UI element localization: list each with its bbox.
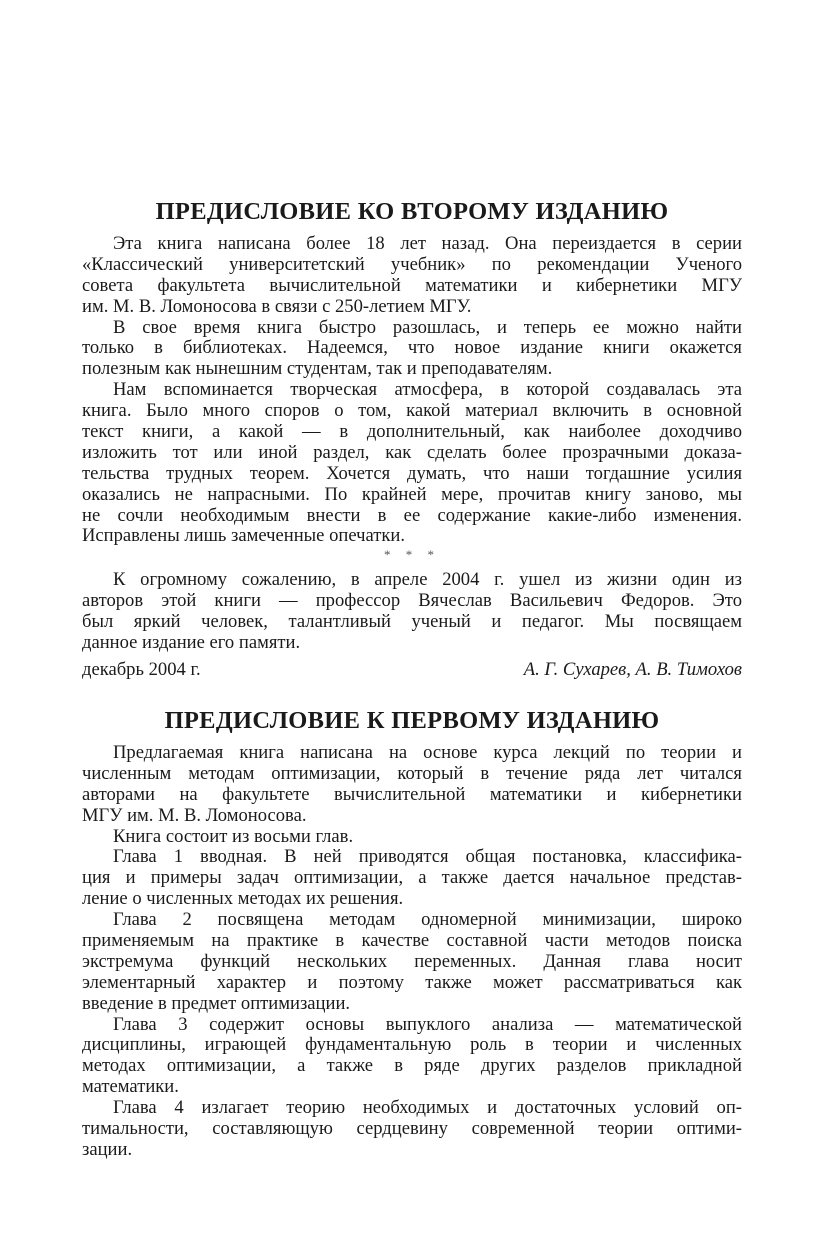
- text-line: не сочли необходимым внести в ее содержание какие-либо изменения.: [82, 504, 742, 526]
- paragraph: [82, 570, 742, 654]
- signature-authors: А. Г. Сухарев, А. В. Тимохов: [523, 659, 742, 680]
- text-line: Глава 4 излагает теорию необходимых и достаточных условий оп-: [113, 1097, 742, 1119]
- text-line: методах оптимизации, а также в ряде других разделов прикладной: [82, 1055, 742, 1077]
- paragraph: [82, 847, 742, 910]
- text-line: экстремума функций нескольких переменных. Данная глава носит: [82, 950, 742, 972]
- text-line: В свое время книга быстро разошлась, и теперь ее можно найти: [113, 316, 742, 338]
- text-line: К огромному сожалению, в апреле 2004 г. ушел из жизни один из: [113, 569, 742, 590]
- text-line: «Классический университетский учебник» по рекомендации Ученого: [82, 253, 742, 275]
- text-line: математики.: [82, 1076, 179, 1098]
- paragraph: [82, 380, 742, 547]
- text-line: совета факультета вычислительной математики и кибернетики МГУ: [82, 274, 742, 296]
- second-edition-body: [82, 234, 742, 547]
- text-line: тельства трудных теорем. Хочется думать, что наши тогдашние усилия: [82, 462, 742, 484]
- text-line: данное издание его памяти.: [82, 631, 301, 653]
- text-line: полезным как нынешним студентам, так и преподавателям.: [82, 358, 553, 380]
- text-line: элементарный характер и поэтому также может рассматриваться как: [82, 971, 742, 993]
- paragraph: [82, 910, 742, 1014]
- text-line: Глава 1 вводная. В ней приводятся общая постановка, классифика-: [113, 846, 742, 868]
- section-separator: * * *: [384, 547, 440, 562]
- text-line: авторами на факультете вычислительной математики и кибернетики: [82, 783, 742, 805]
- text-line: Эта книга написана более 18 лет назад. Она переиздается в серии: [113, 233, 742, 254]
- first-edition-body: [82, 743, 742, 1161]
- text-line: авторов этой книги — профессор Вячеслав Васильевич Федоров. Это: [82, 589, 742, 611]
- text-line: Глава 2 посвящена методам одномерной минимизации, широко: [113, 909, 742, 931]
- second-edition-dedication: [82, 570, 742, 654]
- text-line: ление о численных методах их решения.: [82, 888, 404, 910]
- paragraph: [82, 234, 742, 318]
- text-line: Глава 3 содержит основы выпуклого анализа — математической: [113, 1013, 742, 1035]
- text-line: книга. Было много споров о том, какой материал включить в основной: [82, 400, 742, 422]
- paragraph: [82, 827, 742, 848]
- text-line: численным методам оптимизации, который в течение ряда лет читался: [82, 762, 742, 784]
- text-line: Исправлены лишь замеченные опечатки.: [82, 525, 405, 547]
- text-line: МГУ им. М. В. Ломоносова.: [82, 804, 307, 826]
- text-line: дисциплины, играющей фундаментальную роль в теории и численных: [82, 1034, 742, 1056]
- text-line: зации.: [82, 1138, 133, 1160]
- text-line: применяемым на практике в качестве составной части методов поиска: [82, 930, 742, 952]
- text-line: введение в предмет оптимизации.: [82, 992, 351, 1014]
- paragraph: [82, 1098, 742, 1161]
- text-line: им. М. В. Ломоносова в связи с 250-летием МГУ.: [82, 295, 472, 317]
- text-line: оказались не напрасными. По крайней мере, прочитав книгу заново, мы: [82, 483, 742, 505]
- text-line: Книга состоит из восьми глав.: [113, 825, 354, 847]
- text-line: был яркий человек, талантливый ученый и педагог. Мы посвящаем: [82, 610, 742, 632]
- paragraph: [82, 743, 742, 827]
- text-line: изложить тот или иной раздел, как сделать более прозрачными доказа-: [82, 441, 742, 463]
- paragraph: [82, 1015, 742, 1099]
- text-line: текст книги, а какой — в дополнительный, как наиболее доходчиво: [82, 421, 742, 443]
- text-line: тимальности, составляющую сердцевину современной теории оптими-: [82, 1118, 742, 1140]
- text-line: только в библиотеках. Надеемся, что новое издание книги окажется: [82, 337, 742, 359]
- section-heading-first-edition: ПРЕДИСЛОВИЕ К ПЕРВОМУ ИЗДАНИЮ: [164, 707, 660, 734]
- section-heading-second-edition: ПРЕДИСЛОВИЕ КО ВТОРОМУ ИЗДАНИЮ: [155, 198, 669, 225]
- signature-date: декабрь 2004 г.: [82, 659, 201, 680]
- signature-line: [82, 659, 742, 681]
- paragraph: [82, 318, 742, 381]
- text-line: ция и примеры задач оптимизации, а также дается начальное представ-: [82, 867, 742, 889]
- text-line: Нам вспоминается творческая атмосфера, в которой создавалась эта: [113, 379, 742, 401]
- text-line: Предлагаемая книга написана на основе курса лекций по теории и: [113, 742, 742, 763]
